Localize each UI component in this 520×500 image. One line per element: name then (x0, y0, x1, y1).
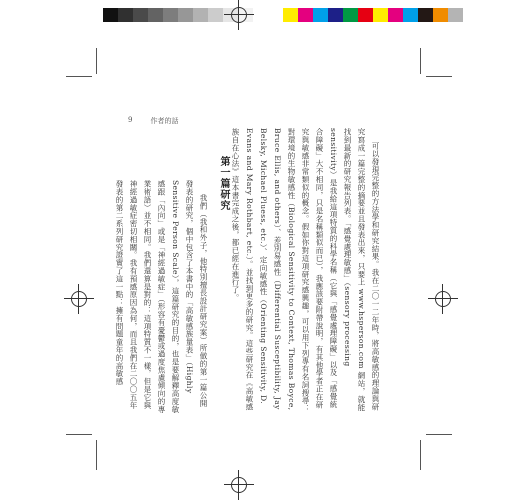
section-text-block (115, 180, 210, 414)
section-heading: 第一篇研究 (218, 156, 229, 211)
color-swatch (343, 8, 358, 22)
color-swatch (283, 8, 298, 22)
crop-mark (96, 440, 97, 470)
color-swatch (373, 8, 388, 22)
gray-swatch (103, 8, 118, 22)
registration-mark-left (68, 288, 90, 310)
crop-mark (426, 76, 452, 77)
registration-mark-bottom (228, 474, 250, 496)
crop-mark (96, 48, 97, 74)
running-header (128, 116, 178, 126)
gray-swatch (193, 8, 208, 22)
color-swatch (388, 8, 403, 22)
crop-mark (66, 434, 92, 435)
crop-mark (420, 48, 421, 74)
color-swatch (313, 8, 328, 22)
crop-mark (420, 440, 421, 470)
crop-mark (66, 76, 92, 77)
gray-swatch (253, 8, 268, 22)
registration-mark-right (432, 288, 454, 310)
page-number: 9 (128, 116, 133, 124)
section-paragraph: 我們（我和外子，他特別擅長設計研究案）所做的第一篇公開發表的研究，個中包含了本書中的「高敏感族量表」（Highly Sensitive Person Scale），這篇研究的目的，也是要解釋高度敏感跟「內向」或是「神經過敏症」（形容有憂鬱或過度焦慮傾向的專業術語）並不相同。我們還算是對的：這項特質不一樣，但是它與神經過敏症密切相關。我有預感原因為何，而且我們在二〇〇五年發表的第二系列研究證實了這一點：擁有問題童年的高敏感 (115, 180, 208, 414)
color-swatch (328, 8, 343, 22)
gray-swatch (133, 8, 148, 22)
gray-swatch (148, 8, 163, 22)
gray-swatch (208, 8, 223, 22)
gray-swatch (178, 8, 193, 22)
crop-mark (426, 434, 452, 435)
color-swatch (448, 8, 463, 22)
preface-text-block (231, 128, 382, 414)
registration-mark-top (228, 4, 250, 26)
preface-paragraph: 可以發現完整的方法學和研究結果。我在二〇一二年時，將高敏感的理論與研究寫成一篇完整的摘要並且發表出來，只要上 www.hsperson.com 網站，就能找到最新的研究報告列表。「感覺處理敏感」（sensory processing sensitivity）是我給這項特質的科學名稱（它與「感覺處理障礙」以及「感覺統合障礙」大不相同，只是名稱類似而已），我應該要附帶說明，有其他學者正在研究與敏感非常類似的概念。假如你對這項研究感興趣，可以用下列專有名詞搜尋：對環境的生物敏感性（Biological Sensitivity to Context, Thomas Boyce, Bruce Ellis, and others）、差別易感性（Differential Susceptibility, Jay Belsky, Michael Pluess, etc.）、定向敏感性（Orienting Sensitivity, D. Evans and Mary Rothbart, etc.）。並找到更多的研究。這些研究在《高敏感族自在心法》這本書完成之後，都已經在進行了。 (231, 128, 380, 413)
color-swatch (298, 8, 313, 22)
running-title: 作者的話 (150, 117, 179, 125)
gray-swatch (118, 8, 133, 22)
gray-swatch (163, 8, 178, 22)
color-swatch (403, 8, 418, 22)
color-swatch (433, 8, 448, 22)
color-calibration-bar (283, 8, 463, 22)
color-swatch (358, 8, 373, 22)
color-swatch (418, 8, 433, 22)
